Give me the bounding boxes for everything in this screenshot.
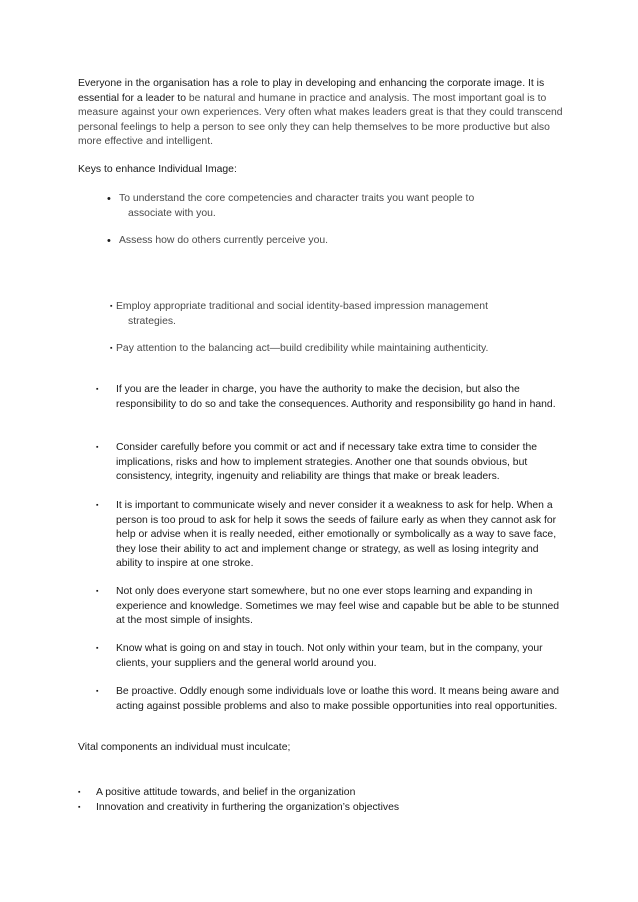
main-point-item xyxy=(96,499,562,572)
main-point-text: It is important to communicate wisely and never consider it a weakness to ask for help. When a person is too proud to ask for help it sows the seeds of failure early as when they cannot ask for help or advise when it is really needed, either emotionally or symbolically as a way to save face, they lose their ability to act and implement change or strategy, as well as losing integrity and ability to inspire at one stroke. xyxy=(116,500,557,570)
square-bullet-marker: ▪ xyxy=(96,688,99,695)
keys-bullet-line1: Assess how do others currently perceive you. xyxy=(119,235,329,246)
main-point-item xyxy=(96,383,562,412)
main-point-item xyxy=(96,441,562,485)
keys-square-line2: strategies. xyxy=(128,315,176,327)
keys-bullet-item xyxy=(107,192,527,221)
intro-text-part1: Everyone in the organisation has a role to play in developing and enhancing the corporate image. It is essential for a leader to xyxy=(78,78,545,104)
keys-square-line1: Employ appropriate traditional and social identity-based impression management xyxy=(116,301,488,312)
square-bullet-marker: ▪ xyxy=(96,645,99,652)
main-point-text: Be proactive. Oddly enough some individuals love or loathe this word. It means being aware and acting against possible problems and also to make possible opportunities into real opportunities. xyxy=(116,686,560,712)
main-point-text: Consider carefully before you commit or act and if necessary take extra time to consider the implications, risks and how to implement strategies. Another one that sounds obvious, but consistency, integrity, ingenuity and reliability are things that make or break leaders. xyxy=(116,442,538,483)
square-bullet-marker: ▪ xyxy=(96,444,99,451)
square-bullet-marker: ▪ xyxy=(78,789,81,796)
keys-heading: Keys to enhance Individual Image: xyxy=(78,164,237,175)
vital-heading: Vital components an individual must inculcate; xyxy=(78,742,291,753)
vital-point-item xyxy=(78,786,478,801)
intro-paragraph xyxy=(78,77,564,150)
square-bullet-marker: ▪ xyxy=(78,804,81,811)
square-bullet-marker: ▪ xyxy=(96,588,99,595)
keys-square-item xyxy=(110,300,530,329)
main-point-text: If you are the leader in charge, you have the authority to make the decision, but also the responsibility to do so and take the consequences. Authority and responsibility go hand in hand. xyxy=(116,384,556,410)
vital-point-text: Innovation and creativity in furthering the organization’s objectives xyxy=(96,802,400,813)
keys-bullet-line2: associate with you. xyxy=(128,207,216,219)
keys-bullet-item xyxy=(107,234,527,249)
vital-point-text: A positive attitude towards, and belief in the organization xyxy=(96,787,356,798)
main-point-item xyxy=(96,642,562,671)
bullet-marker: • xyxy=(107,235,111,247)
main-point-text: Know what is going on and stay in touch. Not only within your team, but in the company, your clients, your suppliers and the general world around you. xyxy=(116,643,543,669)
vital-point-item xyxy=(78,801,478,816)
square-bullet-marker: ▪ xyxy=(110,345,113,352)
main-point-text: Not only does everyone start somewhere, but no one ever stops learning and expanding in experience and knowledge. Sometimes we may feel wise and capable but be able to be stunned at the most simple of insights. xyxy=(116,586,560,627)
keys-bullet-line1: To understand the core competencies and character traits you want people to xyxy=(119,193,475,204)
bullet-marker: • xyxy=(107,193,111,205)
square-bullet-marker: ▪ xyxy=(110,303,113,310)
intro-text-part2: be natural and humane in practice and analysis. The most important goal is to measure against your own experiences. Very often what makes leaders great is that they could transcend personal feelings to help a person to see only they can help themselves to be more productive but also more effective and intelligent. xyxy=(78,92,563,148)
keys-square-line1: Pay attention to the balancing act—build credibility while maintaining authenticity. xyxy=(116,343,489,354)
square-bullet-marker: ▪ xyxy=(96,502,99,509)
square-bullet-marker: ▪ xyxy=(96,386,99,393)
keys-square-item xyxy=(110,342,530,357)
main-point-item xyxy=(96,585,562,629)
main-point-item xyxy=(96,685,562,714)
